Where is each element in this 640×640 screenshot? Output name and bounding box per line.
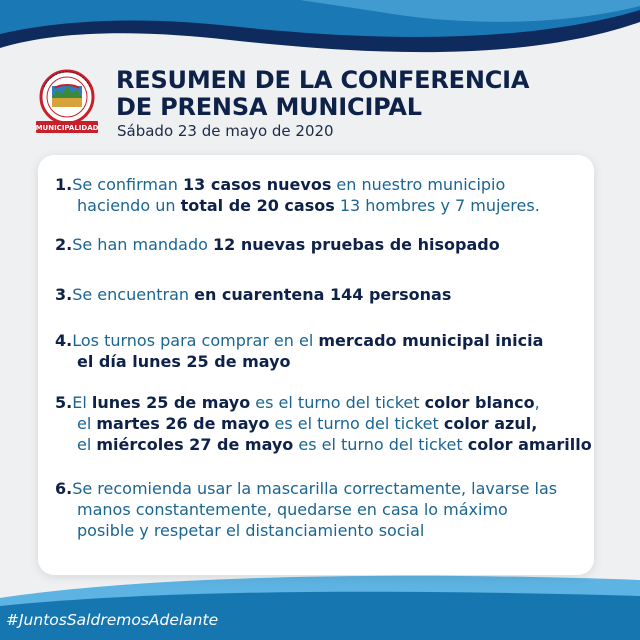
item-text: Se recomienda usar la mascarilla correctamente, lavarse las [72, 479, 558, 498]
item-4-line-2 [55, 351, 543, 372]
item-text: Se encuentran [72, 285, 195, 304]
item-text: posible y respetar el distanciamiento social [77, 521, 425, 540]
item-number: 6. [55, 479, 73, 498]
item-5-line-3 [55, 434, 592, 455]
item-text: El [72, 393, 92, 412]
highlighted-text: martes 26 de mayo [96, 414, 270, 433]
item-text: haciendo un [77, 196, 181, 215]
page-title-line-2: DE PRENSA MUNICIPAL [116, 93, 422, 121]
item-6-line-2 [55, 499, 557, 520]
summary-item-2 [55, 234, 500, 255]
highlighted-text: color azul, [443, 414, 538, 433]
item-number: 5. [55, 393, 73, 412]
item-text: en nuestro municipio [331, 175, 506, 194]
conference-date: Sábado 23 de mayo de 2020 [117, 122, 334, 140]
item-text: es el turno del ticket [293, 435, 468, 454]
summary-item-1 [55, 174, 540, 216]
item-number: 3. [55, 285, 73, 304]
summary-item-5 [55, 392, 592, 455]
item-text: Se confirman [72, 175, 184, 194]
municipal-seal-logo [26, 64, 108, 140]
item-text: , [534, 393, 540, 412]
item-1-line-1 [55, 174, 540, 195]
summary-item-3 [55, 284, 451, 305]
item-text: es el turno del ticket [269, 414, 444, 433]
item-number: 2. [55, 235, 73, 254]
svg-text:MUNICIPALIDAD: MUNICIPALIDAD [35, 124, 99, 132]
summary-item-6 [55, 478, 557, 541]
page-title-line-1: RESUMEN DE LA CONFERENCIA [116, 66, 530, 94]
highlighted-text: el día lunes 25 de mayo [77, 352, 291, 371]
item-6-line-1 [55, 478, 557, 499]
item-text: 13 hombres y 7 mujeres. [334, 196, 540, 215]
item-4-line-1 [55, 330, 543, 351]
highlighted-text: en cuarentena 144 personas [194, 285, 452, 304]
item-text: el [77, 435, 97, 454]
highlighted-text: color amarillo [467, 435, 592, 454]
item-1-line-2 [55, 195, 540, 216]
item-number: 4. [55, 331, 73, 350]
item-2-line-1 [55, 234, 500, 255]
item-5-line-2 [55, 413, 592, 434]
hashtag-footer: #JuntosSaldremosAdelante [6, 611, 219, 629]
summary-item-4 [55, 330, 543, 372]
highlighted-text: mercado municipal inicia [318, 331, 544, 350]
highlighted-text: lunes 25 de mayo [91, 393, 251, 412]
highlighted-text: 13 casos nuevos [183, 175, 332, 194]
item-6-line-3 [55, 520, 557, 541]
item-3-line-1 [55, 284, 451, 305]
highlighted-text: total de 20 casos [180, 196, 335, 215]
highlighted-text: color blanco [424, 393, 535, 412]
item-text: Se han mandado [72, 235, 213, 254]
item-text: es el turno del ticket [250, 393, 425, 412]
item-number: 1. [55, 175, 73, 194]
item-5-line-1 [55, 392, 592, 413]
item-text: manos constantemente, quedarse en casa lo máximo [77, 500, 508, 519]
highlighted-text: 12 nuevas pruebas de hisopado [213, 235, 500, 254]
item-text: Los turnos para comprar en el [72, 331, 319, 350]
item-text: el [77, 414, 97, 433]
highlighted-text: miércoles 27 de mayo [96, 435, 294, 454]
